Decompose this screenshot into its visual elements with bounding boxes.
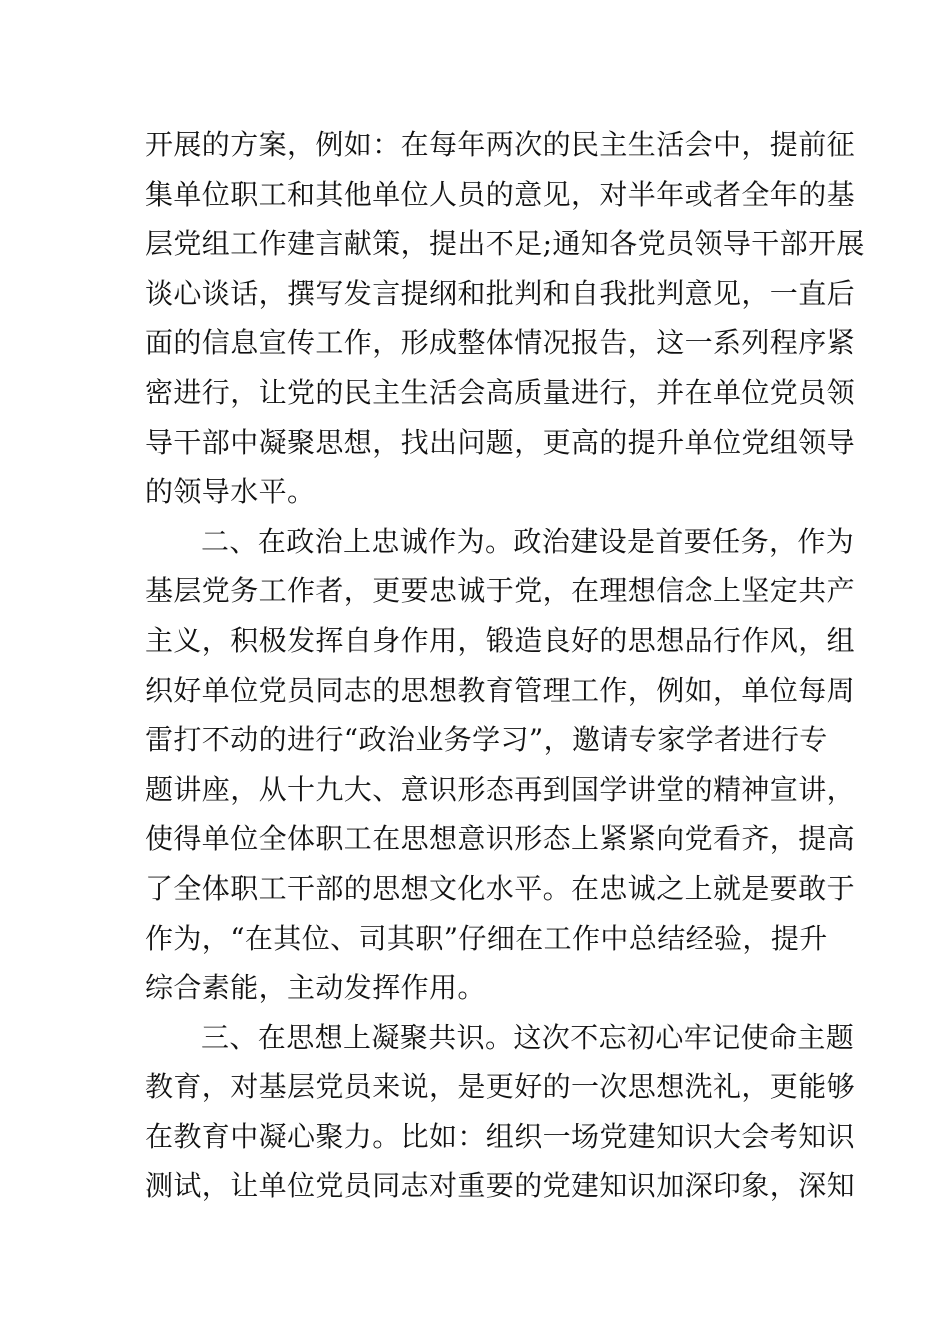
text-line: 综合素能，主动发挥作用。 <box>145 971 486 1005</box>
text-line: 教育，对基层党员来说，是更好的一次思想洗礼，更能够 <box>145 1070 856 1104</box>
text-line: 基层党务工作者，更要忠诚于党，在理想信念上坚定共产 <box>145 574 856 608</box>
text-line: 层党组工作建言献策，提出不足;通知各党员领导干部开展 <box>145 227 865 261</box>
text-line: 了全体职工干部的思想文化水平。在忠诚之上就是要敢于 <box>145 871 856 905</box>
text-line: 开展的方案，例如：在每年两次的民主生活会中，提前征 <box>145 128 856 161</box>
text-line: 导干部中凝聚思想，找出问题，更高的提升单位党组领导 <box>145 425 856 459</box>
text-line: 在教育中凝心聚力。比如：组织一场党建知识大会考知识 <box>145 1119 856 1153</box>
text-line: 谈心谈话，撰写发言提纲和批判和自我批判意见，一直后 <box>145 276 856 310</box>
text-line: 雷打不动的进行“政治业务学习”，邀请专家学者进行专 <box>145 723 828 757</box>
text-line: 密进行，让党的民主生活会高质量进行，并在单位党员领 <box>145 375 856 409</box>
text-line: 面的信息宣传工作，形成整体情况报告，这一系列程序紧 <box>145 326 856 360</box>
text-line: 使得单位全体职工在思想意识形态上紧紧向党看齐，提高 <box>145 822 856 856</box>
text-line: 测试，让单位党员同志对重要的党建知识加深印象，深知 <box>145 1169 856 1203</box>
paragraph-heading-line: 三、在思想上凝聚共识。这次不忘初心牢记使命主题 <box>201 1020 855 1054</box>
text-line: 的领导水平。 <box>145 475 316 509</box>
document-body <box>145 120 865 1211</box>
text-line: 织好单位党员同志的思想教育管理工作，例如，单位每周 <box>145 673 856 707</box>
text-line: 主义，积极发挥自身作用，锻造良好的思想品行作风，组 <box>145 623 856 657</box>
paragraph-heading-line: 二、在政治上忠诚作为。政治建设是首要任务，作为 <box>201 524 855 558</box>
text-line: 作为，“在其位、司其职”仔细在工作中总结经验，提升 <box>145 921 828 955</box>
text-line: 题讲座，从十九大、意识形态再到国学讲堂的精神宣讲， <box>145 772 856 806</box>
text-line: 集单位职工和其他单位人员的意见，对半年或者全年的基 <box>145 177 856 211</box>
